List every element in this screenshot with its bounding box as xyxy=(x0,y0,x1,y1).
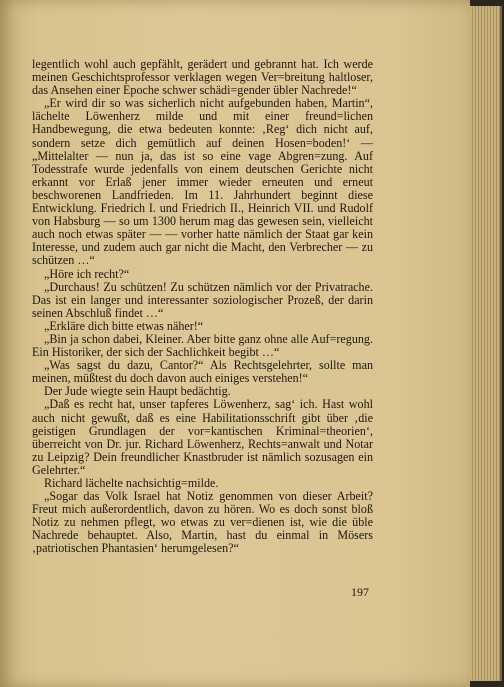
paragraph-11: „Sogar das Volk Israel hat Notiz genommen von dieser Arbeit? Freut mich außerordentlich, davon zu hören. Wo es doch sonst bloß Notiz zu nehmen pflegt, wo etwas zu ver=dienen ist, wie die üble Nachrede behauptet. Also, Martin, hast du einmal in Mösers ‚patriotischen Phantasien‘ herumgelesen?“ xyxy=(32,489,373,556)
paragraph-9: „Daß es recht hat, unser tapferes Löwenherz, sag‘ ich. Hast wohl auch nicht gewußt, daß es eine Habilitationsschrift gibt über ‚die geistigen Grundlagen der vor=kantischen Kriminal=theorien‘, überreicht von Dr. jur. Richard Löwenherz, Rechts=anwalt und Notar zu Leipzig? Dein freundlicher Knastbruder ist nämlich sozusagen ein Gelehrter.“ xyxy=(32,397,373,477)
paragraph-6: „Bin ja schon dabei, Kleiner. Aber bitte ganz ohne alle Auf=regung. Ein Historiker, der sich der Sachlichkeit begibt …“ xyxy=(32,331,373,360)
paragraph-4: „Durchaus! Zu schützen! Zu schützen nämlich vor der Privatrache. Das ist ein langer und interessanter soziologischer Prozeß, der darin seinen Abschluß findet …“ xyxy=(32,279,373,320)
page-number: 197 xyxy=(351,585,369,599)
paragraph-3: „Höre ich recht?“ xyxy=(44,266,130,281)
paragraph-5: „Erkläre dich bitte etwas näher!“ xyxy=(44,318,204,333)
page-edges xyxy=(470,6,502,681)
paragraph-7: „Was sagst du dazu, Cantor?“ Als Rechtsgelehrter, sollte man meinen, müßtest du doch davon auch einiges verstehen!“ xyxy=(32,358,373,386)
paragraph-1: legentlich wohl auch gepfählt, gerädert und gebrannt hat. Ich werde meinen Geschichtsprofessor verklagen wegen Ver=breitung haltloser, das Ansehen einer Epoche schwer schädi=gender übler Nachrede!“ xyxy=(32,57,373,98)
body-text xyxy=(32,58,373,556)
paragraph-8: Der Jude wiegte sein Haupt bedächtig. xyxy=(44,384,231,399)
paragraph-10: Richard lächelte nachsichtig=milde. xyxy=(44,476,219,490)
paragraph-2: „Er wird dir so was sicherlich nicht aufgebunden haben, Martin“, lächelte Löwenherz milde und mit einer freund=lichen Handbewegung, die etwa bedeuten konnte: ‚Reg‘ dich nicht auf, sondern setze dich gemütlich auf deinen Hosen=boden!‘ — „Mittelalter — nun ja, das ist so eine vage Abgren=zung. Auf Todesstrafe wurde jedenfalls von einem deutschen Gerichte nicht erkannt vor Erlaß jener immer wieder erneuten und erneut beschworenen Landfrieden. Im 11. Jahrhundert beginnt diese Entwicklung. Friedrich I. und Friedrich II., Heinrich VII. und Rudolf von Habsburg — so um 1300 herum mag das gewesen sein, vielleicht auch noch etwas später — — vorher hatte nämlich der Staat gar kein Interesse, und zudem auch gar nicht die Macht, den Verbrecher — zu schützen …“ xyxy=(32,96,373,268)
